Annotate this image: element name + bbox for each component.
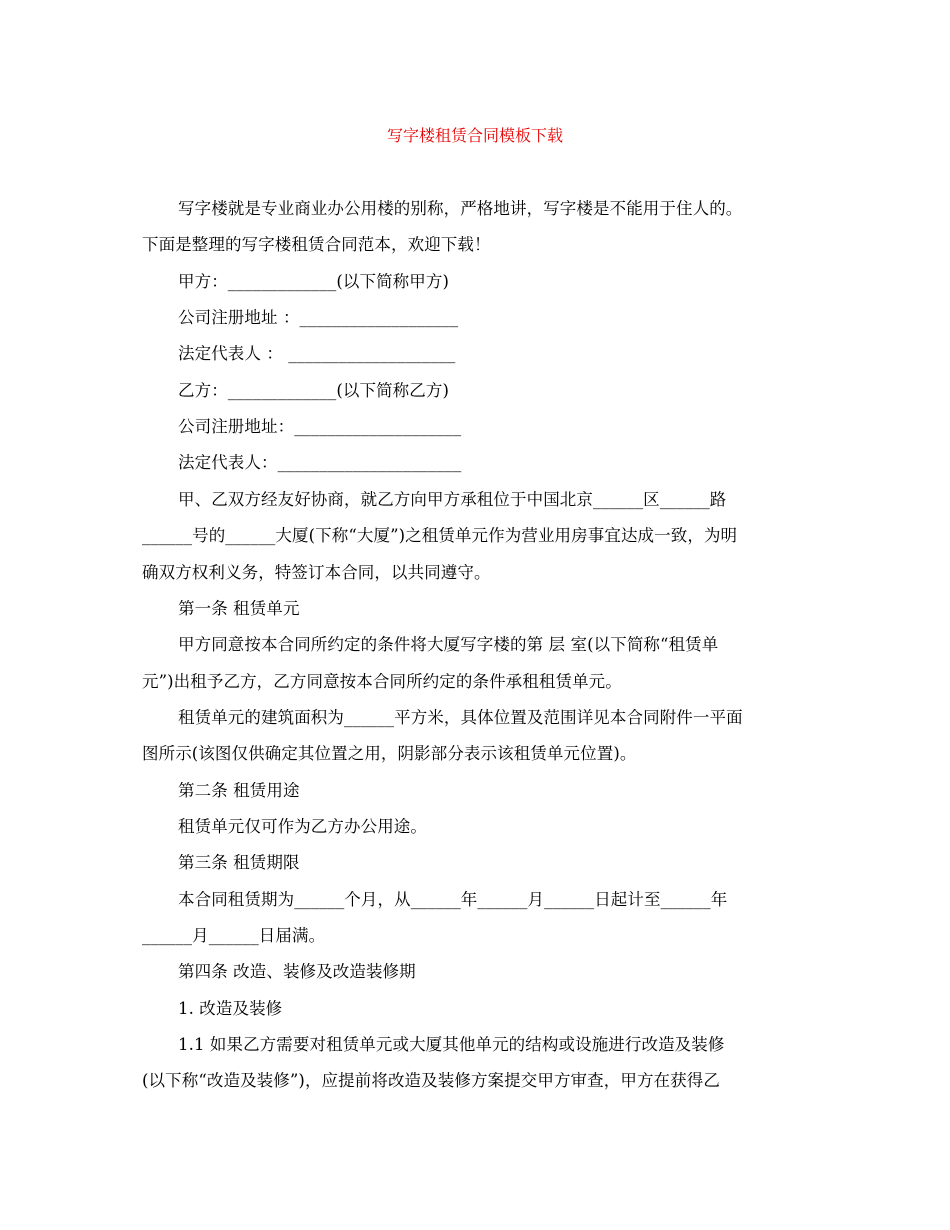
- document-line: 第一条 租赁单元: [178, 598, 300, 618]
- document-line: 1. 改造及装修: [178, 998, 283, 1018]
- document-line: 第二条 租赁用途: [178, 780, 300, 800]
- document-line: 图所示(该图仅供确定其位置之用，阴影部分表示该租赁单元位置)。: [142, 744, 637, 764]
- document-line: 法定代表人 ： ____________________: [178, 344, 456, 364]
- document-line: 租赁单元的建筑面积为______平方米，具体位置及范围详见本合同附件一平面: [178, 707, 743, 727]
- document-line: 确双方权利义务，特签订本合同，以共同遵守。: [142, 562, 491, 582]
- document-line: 本合同租赁期为______个月，从______年______月______日起计至______年: [178, 889, 728, 909]
- document-line: 法定代表人：______________________: [178, 453, 462, 473]
- document-line: ______月______日届满。: [142, 926, 326, 945]
- document-line: ______号的______大厦(下称“大厦”)之租赁单元作为营业用房事宜达成一致，为明: [142, 526, 738, 546]
- document-line: 公司注册地址：____________________: [178, 417, 462, 437]
- document-line: 甲方同意按本合同所约定的条件将大厦写字楼的第 层 室(以下简称“租赁单: [178, 635, 719, 655]
- document-line: 下面是整理的写字楼租赁合同范本，欢迎下载！: [142, 235, 491, 255]
- document-line: 乙方：_____________(以下简称乙方): [178, 380, 450, 400]
- document-line: 1.1 如果乙方需要对租赁单元或大厦其他单元的结构或设施进行改造及装修: [178, 1035, 725, 1055]
- document-line: 甲方：_____________(以下简称甲方): [178, 271, 450, 291]
- document-line: 甲、乙双方经友好协商，就乙方向甲方承租位于中国北京______区______路: [178, 489, 727, 509]
- document-line: 第四条 改造、装修及改造装修期: [178, 962, 416, 982]
- document-line: 公司注册地址 ：___________________: [178, 308, 459, 328]
- document-line: 元”)出租予乙方，乙方同意按本合同所约定的条件承租租赁单元。: [142, 671, 622, 691]
- document-line: 租赁单元仅可作为乙方办公用途。: [178, 816, 427, 836]
- document-line: 写字楼就是专业商业办公用楼的别称，严格地讲，写字楼是不能用于住人的。: [178, 199, 743, 218]
- document-line: 第三条 租赁期限: [178, 853, 300, 873]
- document-title: 写字楼租赁合同模板下载: [386, 126, 563, 145]
- document-line: (以下称“改造及装修”)，应提前将改造及装修方案提交甲方审查，甲方在获得乙: [142, 1071, 720, 1091]
